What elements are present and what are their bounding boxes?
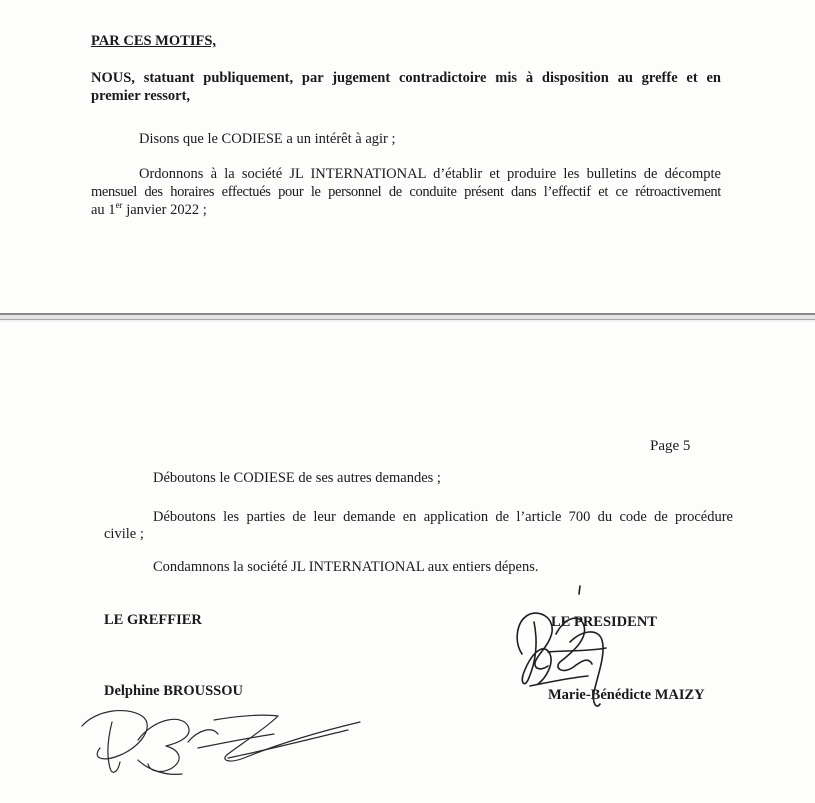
deboutons-codiese-paragraph: Déboutons le CODIESE de ses autres demandes ; [153,470,441,486]
intro-line-2: premier ressort, [91,88,191,104]
deboutons-parties-line-2: civile ; [104,526,144,542]
ordonnons-line-3-text: au 1 [91,202,116,218]
deboutons-parties-line-1: Déboutons les parties de leur demande en application de l’article 700 du code de procédure [153,509,733,525]
ordonnons-line-1: Ordonnons à la société JL INTERNATIONAL d’établir et produire les bulletins de décompte [139,166,721,182]
president-name: Marie-Bénédicte MAIZY [548,687,705,703]
greffier-signature [78,698,368,803]
greffier-title: LE GREFFIER [104,612,202,628]
condamnons-paragraph: Condamnons la société JL INTERNATIONAL aux entiers dépens. [153,559,539,575]
intro-line-1: NOUS, statuant publiquement, par jugement contradictoire mis à disposition au greffe et en [91,70,721,86]
ordonnons-line-2: mensuel des horaires effectués pour le personnel de conduite présent dans l’effectif et ce rétroactivement [91,184,721,200]
page-divider [0,313,815,322]
page-sheet-top [0,0,815,313]
president-signature [510,582,640,722]
greffier-name: Delphine BROUSSOU [104,683,243,699]
president-title: LE PRESIDENT [551,614,657,630]
page-number: Page 5 [650,438,691,454]
ordonnons-line-3-date: janvier 2022 ; [122,202,207,218]
page-sheet-bottom [0,322,815,803]
ordonnons-line-3 [91,202,207,219]
section-heading: PAR CES MOTIFS, [91,33,217,49]
disons-paragraph: Disons que le CODIESE a un intérêt à agir ; [139,131,396,147]
ordinal-superscript: er [115,200,123,211]
